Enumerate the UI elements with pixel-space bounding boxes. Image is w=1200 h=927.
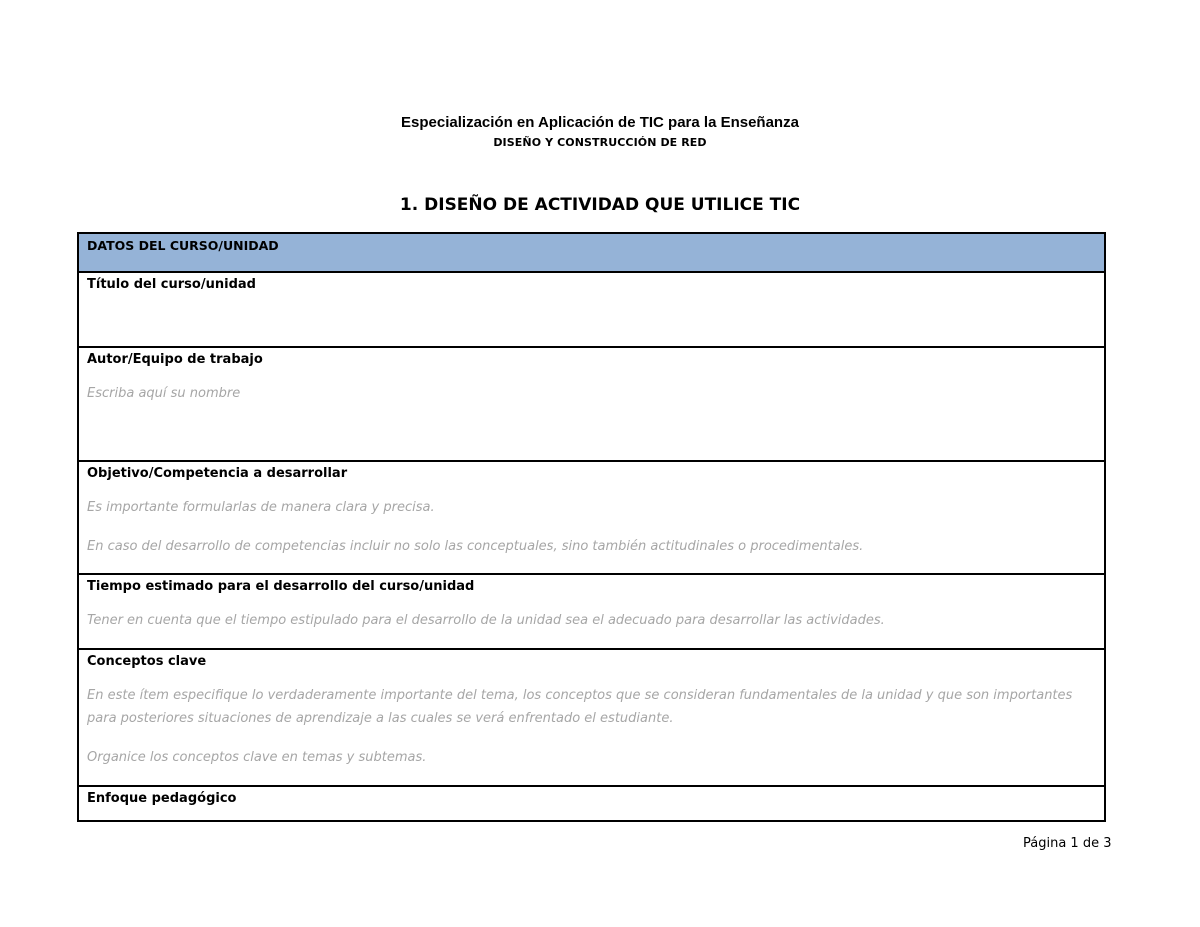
field-objective[interactable] (79, 460, 1104, 573)
field-pedagogical-approach[interactable] (79, 785, 1104, 820)
document-title: Especialización en Aplicación de TIC para la Enseñanza (401, 114, 799, 131)
table-header-label: DATOS DEL CURSO/UNIDAD (87, 238, 279, 253)
field-hint: En caso del desarrollo de competencias incluir no solo las conceptuales, sino también actitudinales o procedimentales. (87, 539, 864, 554)
field-hint: Organice los conceptos clave en temas y subtemas. (87, 750, 427, 765)
table-header-row (79, 234, 1104, 271)
course-data-table (77, 232, 1106, 822)
field-label: Objetivo/Competencia a desarrollar (87, 466, 348, 481)
field-label: Enfoque pedagógico (87, 791, 237, 806)
field-label: Título del curso/unidad (87, 277, 256, 292)
field-hint: En este ítem especifique lo verdaderamente importante del tema, los conceptos que se consideran fundamentales de la unidad y que son importantes para posteriores situaciones de aprendizaje a las cuales se verá enfrentado el estudiante. (87, 688, 1073, 726)
field-hint: Es importante formularlas de manera clara y precisa. (87, 500, 435, 515)
field-label: Conceptos clave (87, 654, 207, 669)
field-author[interactable] (79, 346, 1104, 460)
field-key-concepts[interactable] (79, 648, 1104, 785)
field-estimated-time[interactable] (79, 573, 1104, 648)
document-subtitle: DISEÑO Y CONSTRUCCIÓN DE RED (493, 136, 707, 149)
field-label: Tiempo estimado para el desarrollo del curso/unidad (87, 579, 475, 594)
field-hint: Tener en cuenta que el tiempo estipulado para el desarrollo de la unidad sea el adecuado para desarrollar las actividades. (87, 613, 885, 628)
field-hint: Escriba aquí su nombre (87, 386, 241, 401)
section-title: 1. DISEÑO DE ACTIVIDAD QUE UTILICE TIC (399, 195, 801, 215)
field-label: Autor/Equipo de trabajo (87, 352, 263, 367)
page-number: Página 1 de 3 (1023, 836, 1112, 851)
field-course-title[interactable] (79, 271, 1104, 346)
